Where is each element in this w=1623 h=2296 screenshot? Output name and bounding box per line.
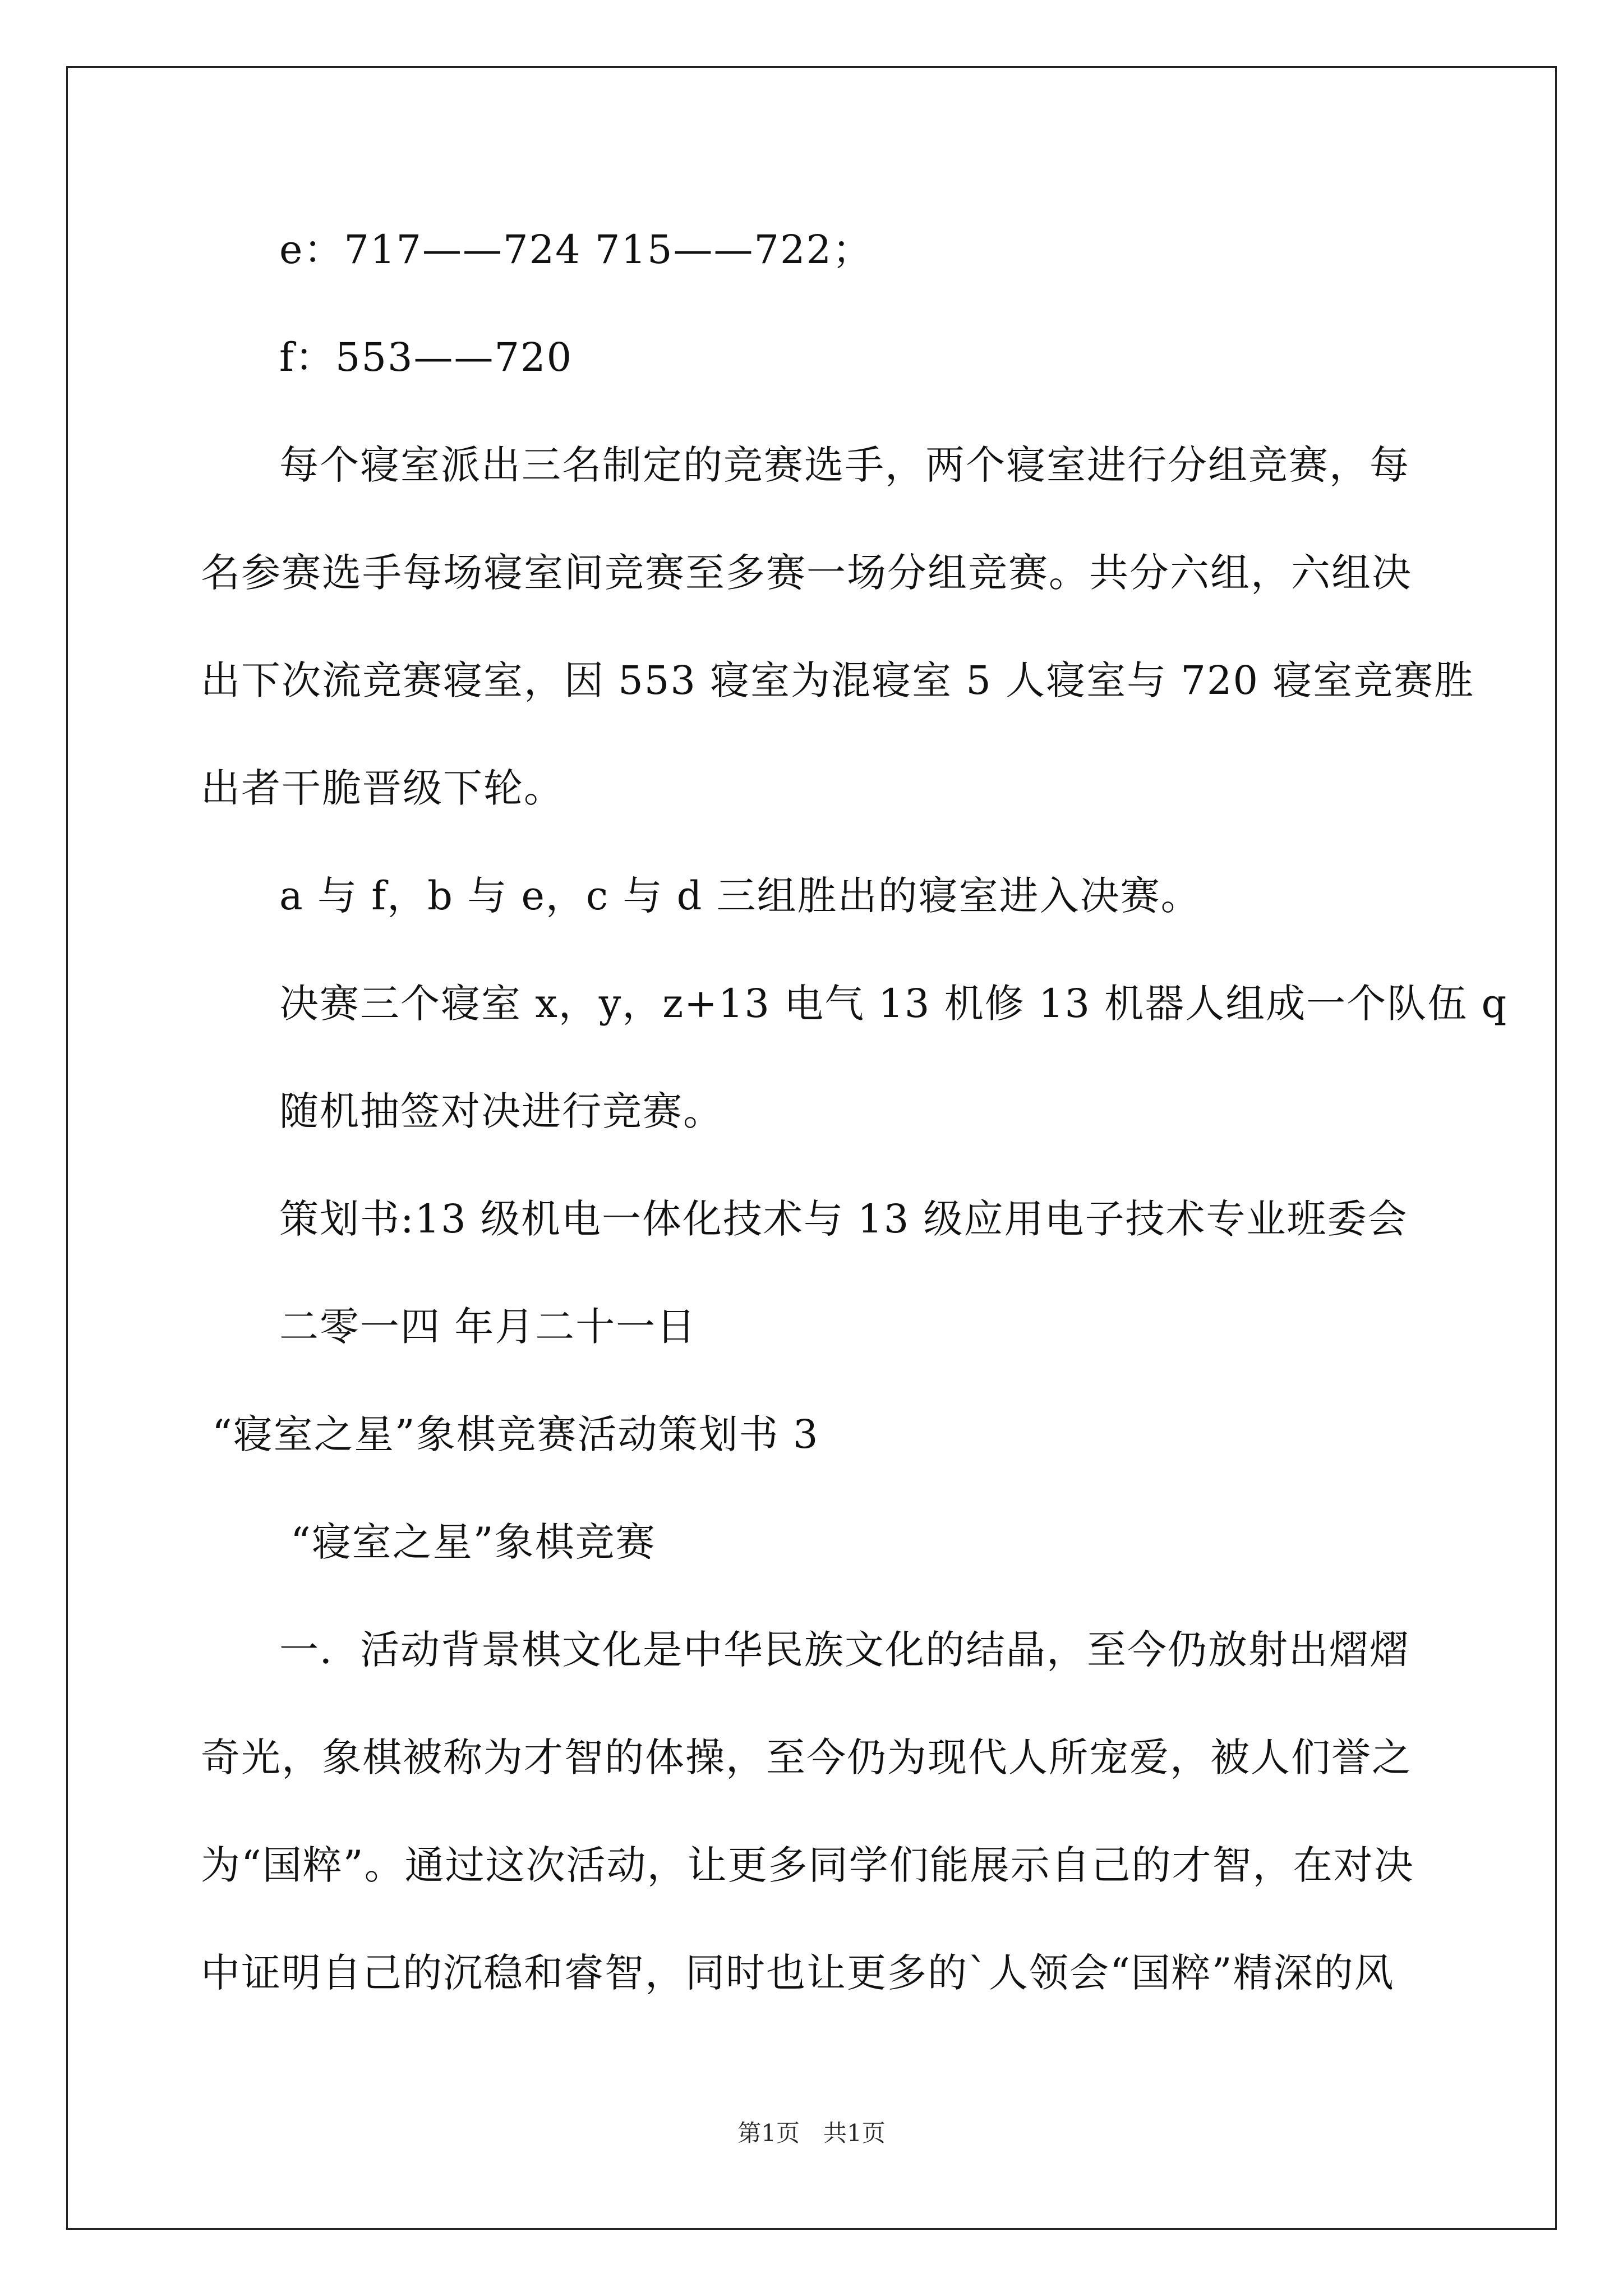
text-line-date: 二零一四 年月二十一日: [279, 1304, 697, 1350]
page-number-footer: 第1页 共1页: [737, 2119, 886, 2147]
paragraph-background-line-2: 奇光，象棋被称为才智的体操，至今仍为现代人所宠爱，被人们誉之: [201, 1734, 1412, 1780]
paragraph-background-line-3: 为“国粹”。通过这次活动，让更多同学们能展示自己的才智，在对决: [201, 1842, 1414, 1888]
section-subtitle: “寝室之星”象棋竞赛: [291, 1519, 656, 1565]
text-line-random-draw: 随机抽签对决进行竞赛。: [279, 1088, 723, 1134]
section-title: “寝室之星”象棋竞赛活动策划书 3: [212, 1411, 819, 1457]
paragraph-rules-line-3: 出下次流竞赛寝室，因 553 寝室为混寝室 5 人寝室与 720 寝室竞赛胜: [201, 657, 1475, 703]
text-line-final-groups: a 与 f，b 与 e，c 与 d 三组胜出的寝室进入决赛。: [279, 873, 1201, 919]
text-line-final-rooms: 决赛三个寝室 x，y，z+13 电气 13 机修 13 机器人组成一个队伍 q: [279, 981, 1508, 1027]
text-line-f-rooms: f：553——720: [279, 334, 573, 380]
page-border: [66, 66, 1557, 2230]
paragraph-rules-line-2: 名参赛选手每场寝室间竞赛至多赛一场分组竞赛。共分六组，六组决: [201, 550, 1412, 596]
text-line-e-rooms: e：717——724 715——722；: [279, 227, 873, 273]
text-line-planner: 策划书:13 级机电一体化技术与 13 级应用电子技术专业班委会: [279, 1196, 1408, 1242]
paragraph-background-line-1: 一．活动背景棋文化是中华民族文化的结晶，至今仍放射出熠熠: [279, 1627, 1410, 1673]
paragraph-rules-line-1: 每个寝室派出三名制定的竞赛选手，两个寝室进行分组竞赛，每: [279, 442, 1410, 488]
paragraph-rules-line-4: 出者干脆晋级下轮。: [201, 765, 564, 811]
paragraph-background-line-4: 中证明自己的沉稳和睿智，同时也让更多的`人领会“国粹”精深的风: [201, 1950, 1395, 1996]
